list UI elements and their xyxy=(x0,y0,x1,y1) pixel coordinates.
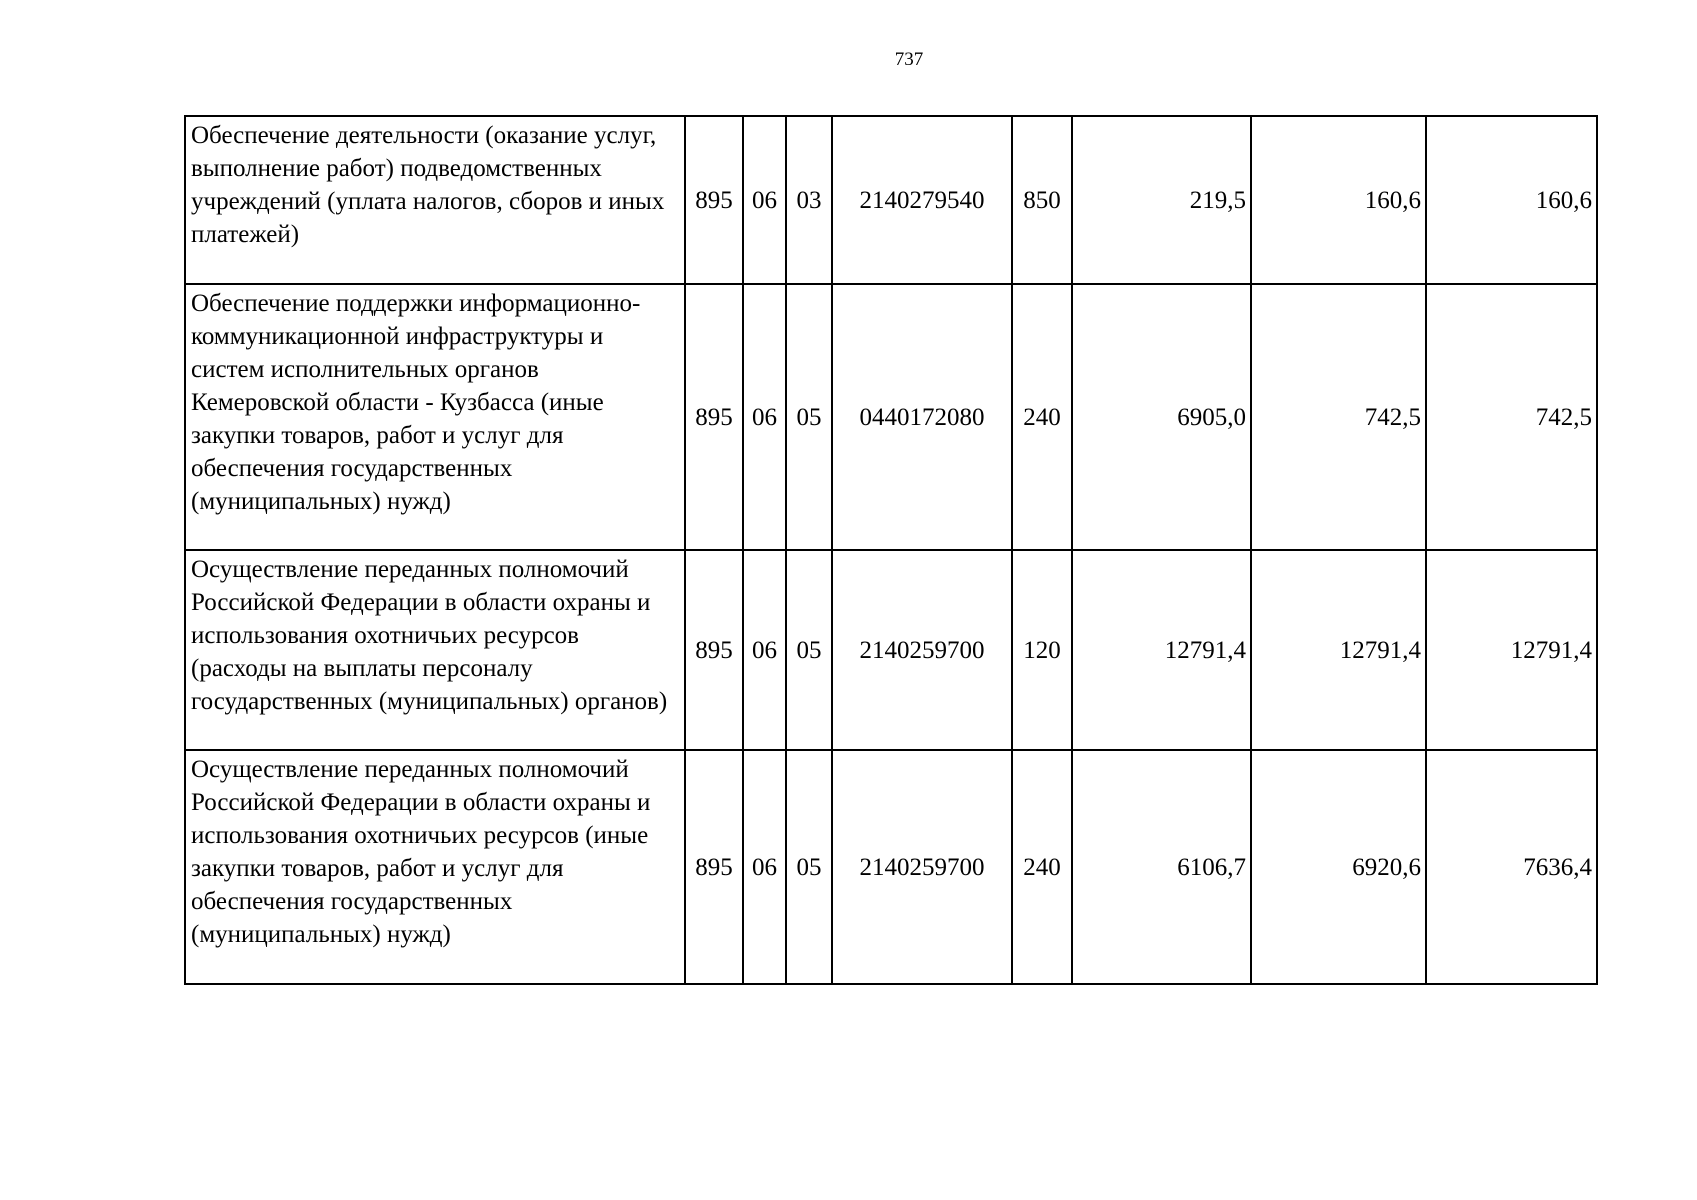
table-row xyxy=(185,550,1597,750)
subsection-code: 03 xyxy=(786,116,832,284)
page-number: 737 xyxy=(894,49,924,70)
expense-type-code: 850 xyxy=(1012,116,1072,284)
expense-type-code: 120 xyxy=(1012,550,1072,750)
amount-1: 6106,7 xyxy=(1072,750,1251,984)
amount-1: 219,5 xyxy=(1072,116,1251,284)
subsection-code: 05 xyxy=(786,750,832,984)
amount-2: 12791,4 xyxy=(1251,550,1426,750)
row-description: Осуществление переданных полномочий Российской Федерации в области охраны и использования охотничьих ресурсов (иные закупки товаров, работ и услуг для обеспечения государственных (муниципальных) нужд) xyxy=(185,750,685,984)
table-row xyxy=(185,750,1597,984)
department-code: 895 xyxy=(685,550,743,750)
table-row xyxy=(185,116,1597,284)
row-description: Обеспечение деятельности (оказание услуг, выполнение работ) подведомственных учреждений (уплата налогов, сборов и иных платежей) xyxy=(185,116,685,284)
amount-2: 742,5 xyxy=(1251,284,1426,550)
expense-type-code: 240 xyxy=(1012,750,1072,984)
department-code: 895 xyxy=(685,750,743,984)
amount-3: 742,5 xyxy=(1426,284,1597,550)
section-code: 06 xyxy=(743,284,786,550)
amount-1: 6905,0 xyxy=(1072,284,1251,550)
amount-1: 12791,4 xyxy=(1072,550,1251,750)
amount-2: 6920,6 xyxy=(1251,750,1426,984)
department-code: 895 xyxy=(685,284,743,550)
budget-table xyxy=(184,115,1598,985)
amount-2: 160,6 xyxy=(1251,116,1426,284)
target-article-code: 2140259700 xyxy=(832,550,1012,750)
expense-type-code: 240 xyxy=(1012,284,1072,550)
subsection-code: 05 xyxy=(786,284,832,550)
target-article-code: 2140279540 xyxy=(832,116,1012,284)
amount-3: 7636,4 xyxy=(1426,750,1597,984)
amount-3: 12791,4 xyxy=(1426,550,1597,750)
section-code: 06 xyxy=(743,550,786,750)
target-article-code: 0440172080 xyxy=(832,284,1012,550)
section-code: 06 xyxy=(743,750,786,984)
target-article-code: 2140259700 xyxy=(832,750,1012,984)
section-code: 06 xyxy=(743,116,786,284)
table-row xyxy=(185,284,1597,550)
amount-3: 160,6 xyxy=(1426,116,1597,284)
row-description: Обеспечение поддержки информационно-коммуникационной инфраструктуры и систем исполнительных органов Кемеровской области - Кузбасса (иные закупки товаров, работ и услуг для обеспечения государственных (муниципальных) нужд) xyxy=(185,284,685,550)
row-description: Осуществление переданных полномочий Российской Федерации в области охраны и использования охотничьих ресурсов (расходы на выплаты персоналу государственных (муниципальных) органов) xyxy=(185,550,685,750)
department-code: 895 xyxy=(685,116,743,284)
subsection-code: 05 xyxy=(786,550,832,750)
